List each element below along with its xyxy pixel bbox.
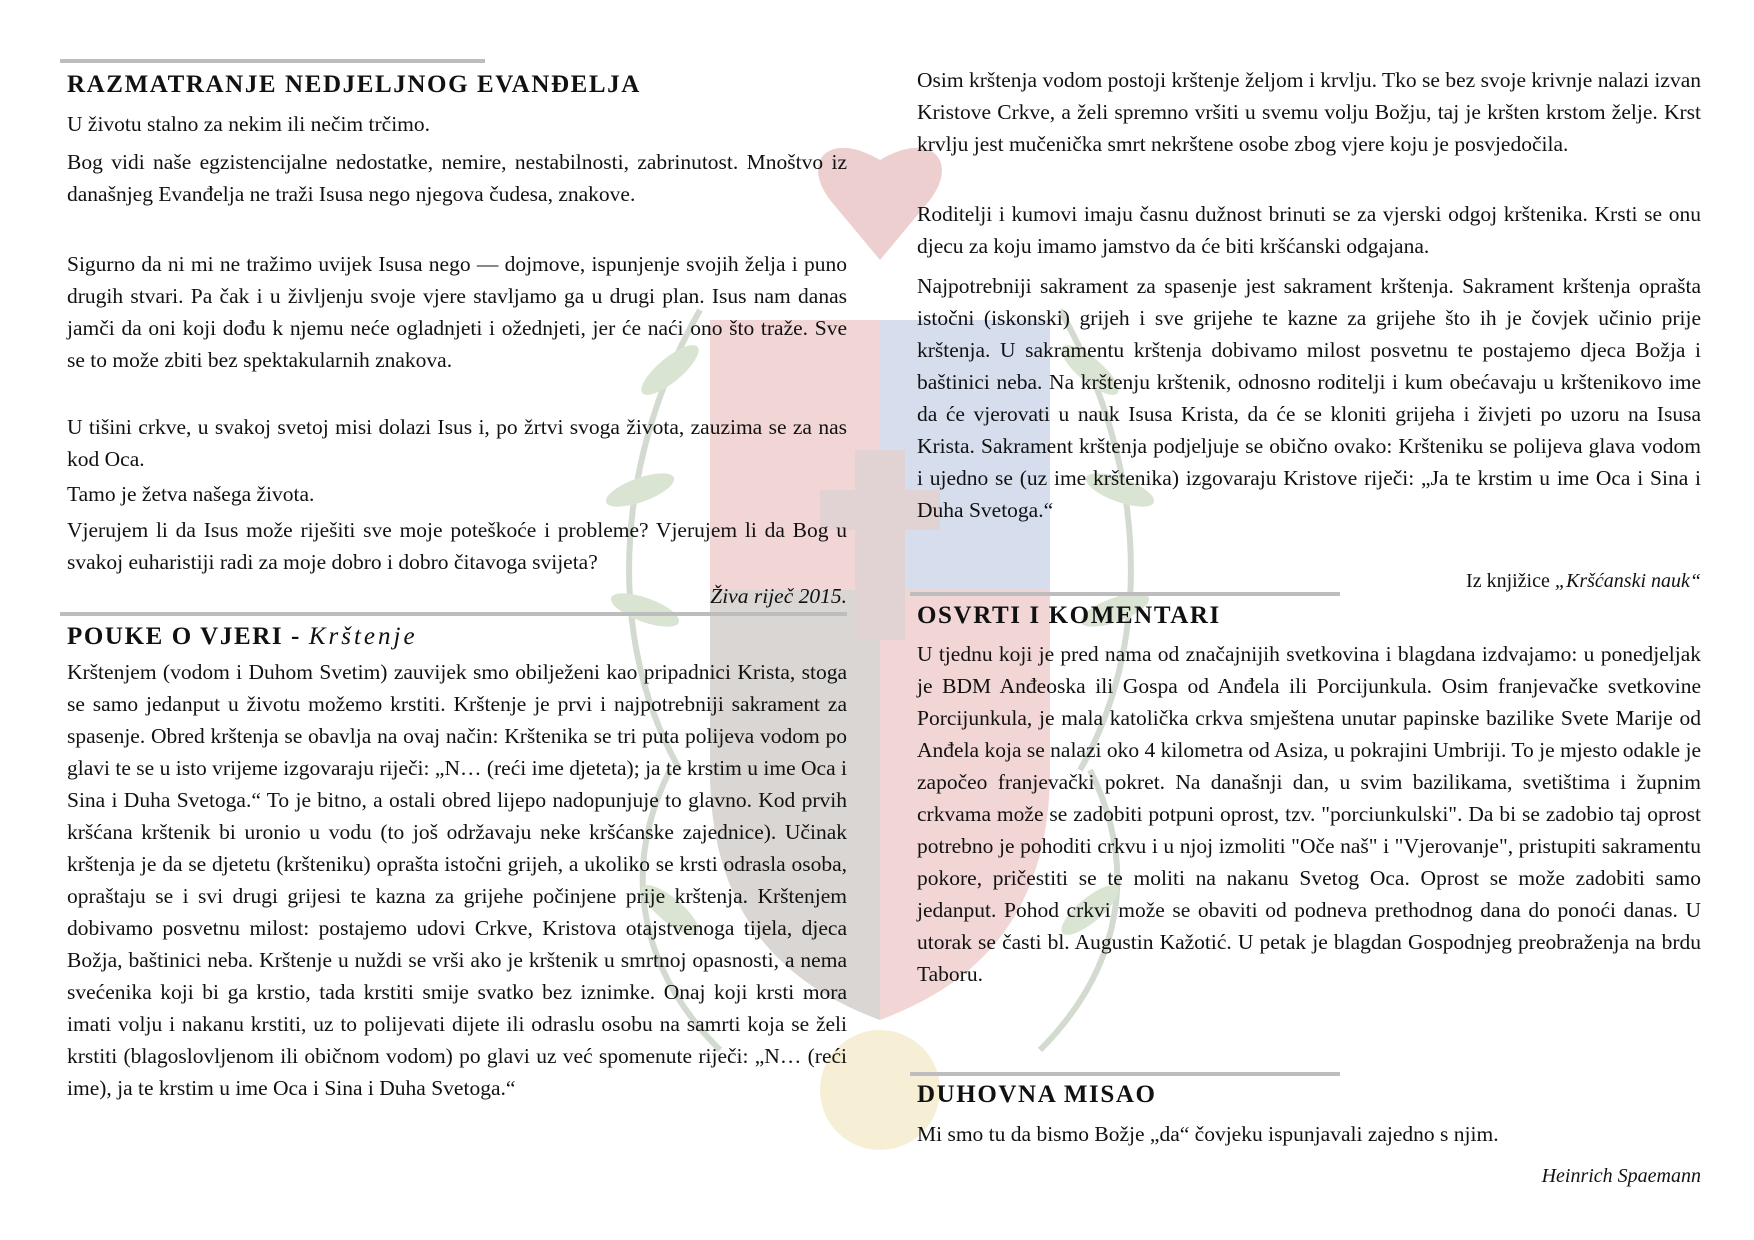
section-rule	[60, 612, 847, 616]
razmatranje-paragraph: U životu stalno za nekim ili nečim trčimo.	[67, 112, 431, 136]
section-rule	[910, 592, 1340, 596]
pouke-title	[67, 622, 418, 652]
duhovna-title: DUHOVNA MISAO	[917, 1081, 1157, 1108]
duhovna-author: Heinrich Spaemann	[1541, 1165, 1701, 1187]
pouke-cont-paragraph: Roditelji i kumovi imaju časnu dužnost brinuti se za vjerski odgoj krštenika. Krsti se onu djecu za koju imamo jamstvo da će biti kršćanski odgajana.	[917, 202, 1701, 258]
razmatranje-paragraph: Vjerujem li da Isus može riješiti sve moje poteškoće i probleme? Vjerujem li da Bog u svakoj euharistiji radi za moje dobro i dobro čitavoga svijeta?	[67, 518, 847, 574]
pouke-cont-paragraph: Osim krštenja vodom postoji krštenje željom i krvlju. Tko se bez svoje krivnje nalazi izvan Kristove Crkve, a želi spremno vršiti u svemu volju Božju, taj je kršten krstom želje. Krst krvlju jest mučenička smrt nekrštene osobe zbog vjere koju je posvjedočila.	[917, 68, 1701, 156]
razmatranje-paragraph: Tamo je žetva našega života.	[67, 482, 315, 506]
razmatranje-paragraph: Bog vidi naše egzistencijalne nedostatke, nemire, nestabilnosti, zabrinutost. Mnoštvo iz današnjeg Evanđelja ne traži Isusa nego njegova čudesa, znakove.	[67, 150, 847, 206]
razmatranje-title: RAZMATRANJE NEDJELJNOG EVANĐELJA	[67, 71, 641, 98]
razmatranje-source: Živa riječ 2015.	[710, 584, 847, 608]
pouke-source-title: „Kršćanski nauk“	[1554, 570, 1701, 592]
pouke-source-prefix: Iz knjižice	[1466, 570, 1550, 592]
osvrti-title: OSVRTI I KOMENTARI	[917, 602, 1221, 629]
pouke-text: Krštenjem (vodom i Duhom Svetim) zauvijek smo obilježeni kao pripadnici Krista, stoga se samo jedanput u životu možemo krstiti. Krštenje je prvi i najpotrebniji sakrament za spasenje. Obred krštenja se obavlja na ovaj način: Krštenika se tri puta polijeva vodom po glavi te se u isto vrijeme izgovaraju riječi: „N… (reći ime djeteta); ja te krstim u ime Oca i Sina i Duha Svetoga.“ To je bitno, a ostali obred lijepo nadopunjuje to glavno. Kod prvih kršćana krštenik bi uronio u vodu (to još održavaju neke kršćanske zajednice). Učinak krštenja je da se djetetu (kršteniku) oprašta istočni grijeh, a ukoliko se krsti odrasla osoba, opraštaju se i svi drugi grijesi te kazna za grijehe počinjene prije krštenja. Krštenjem dobivamo posvetnu milost: postajemo udovi Crkve, Kristova otajstvenoga tijela, djeca Božja, baštinici neba. Krštenje u nuždi se vrši ako je krštenik u smrtnoj opasnosti, a nema svećenika koji bi ga krstio, tada krstiti smije svatko bez iznimke. Onaj koji krsti mora imati volju i nakanu krstiti, uz to polijevati dijete ili odraslu osobu na samrti koja se želi krstiti (blagoslovljenom ili običnom vodom) po glavi uz već spomenute riječi: „N… (reći ime), ja te krstim u ime Oca i Sina i Duha Svetoga.“	[67, 660, 847, 1100]
osvrti-text: U tjednu koji je pred nama od značajnijih svetkovina i blagdana izdvajamo: u ponedjeljak je BDM Anđeoska ili Gospa od Anđela ili Porcijunkula. Osim franjevačke svetkovine Porcijunkula, je mala katolička crkva smještena unutar papinske bazilike Svete Marije od Anđela koja se nalazi oko 4 kilometra od Asiza, u pokrajini Umbriji. To je mjesto odakle je započeo franjevački pokret. Na današnji dan, u svim bazilikama, svetištima i župnim crkvama može se zadobiti potpuni oprost, tzv. "porciunkulski". Da bi se zadobio taj oprost potrebno je pohoditi crkvu i u njoj izmoliti "Oče naš" i "Vjerovanje", pristupiti sakramentu pokore, pričestiti se te moliti na nakanu Svetog Oca. Oprost se može zadobiti samo jedanput. Pohod crkvi može se obaviti od podneva prethodnog dana do ponoći danas. U utorak se časti bl. Augustin Kažotić. U petak je blagdan Gospodnjeg preobraženja na brdu Taboru.	[917, 642, 1701, 986]
duhovna-text: Mi smo tu da bismo Božje „da“ čovjeku ispunjavali zajedno s njim.	[917, 1122, 1499, 1146]
pouke-subtitle: Krštenje	[308, 623, 418, 650]
pouke-cont-paragraph: Najpotrebniji sakrament za spasenje jest sakrament krštenja. Sakrament krštenja oprašta istočni (iskonski) grijeh i sve grijehe te kazne za grijehe što ih je čovjek učinio prije krštenja. U sakramentu krštenja dobivamo milost posvetnu te postajemo djeca Božja i baštinici neba. Na krštenju krštenik, odnosno roditelji i kum obećavaju u krštenikovo ime da će vjerovati u nauk Isusa Krista, da će se kloniti grijeha i živjeti po uzoru na Isusa Krista. Sakrament krštenja podjeljuje se obično ovako: Kršteniku se polijeva glava vodom i ujedno se (uz ime krštenika) izgovaraju Kristove riječi: „Ja te krstim u ime Oca i Sina i Duha Svetoga.“	[917, 274, 1701, 522]
razmatranje-paragraph: U tišini crkve, u svakoj svetoj misi dolazi Isus i, po žrtvi svoga života, zauzima se za nas kod Oca.	[67, 415, 847, 471]
razmatranje-paragraph: Sigurno da ni mi ne tražimo uvijek Isusa nego — dojmove, ispunjenje svojih želja i puno drugih stvari. Pa čak i u življenju svoje vjere stavljamo ga u drugi plan. Isus nam danas jamči da oni koji dođu k njemu neće ogladnjeti i ožednjeti, jer će naći ono što traže. Sve se to može zbiti bez spektakularnih znakova.	[67, 252, 847, 372]
section-rule	[910, 1072, 1340, 1076]
section-rule	[60, 59, 485, 63]
pouke-title-text: POUKE O VJERI -	[67, 623, 301, 650]
